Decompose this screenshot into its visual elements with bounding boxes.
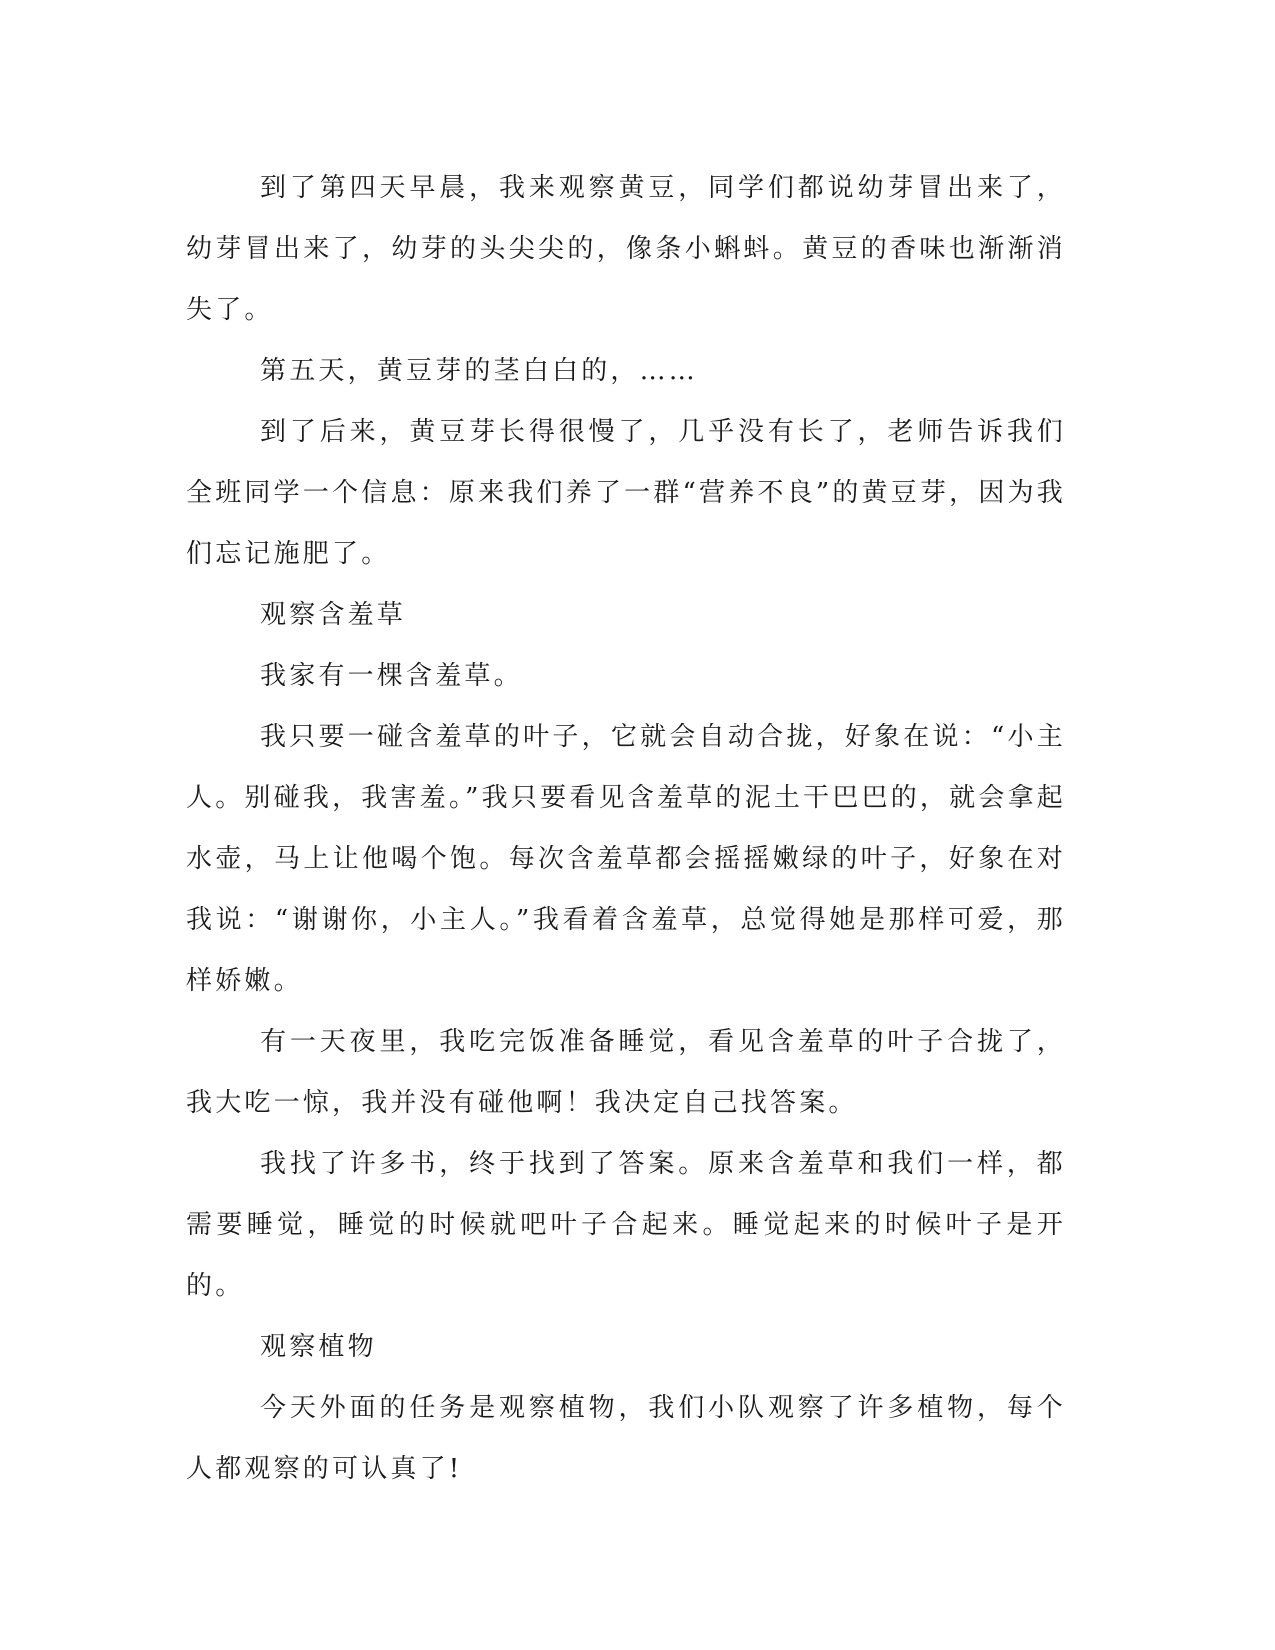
section-heading-mimosa: 观察含羞草 — [260, 600, 407, 630]
paragraph-later: 到了后来，黄豆芽长得很慢了，几乎没有长了，老师告诉我们全班同学一个信息：原来我们养了一群“营养不良”的黄豆芽，因为我们忘记施肥了。 — [186, 417, 1066, 569]
paragraph-day-five: 第五天，黄豆芽的茎白白的，…… — [260, 356, 699, 386]
paragraph-mimosa-touch: 我只要一碰含羞草的叶子，它就会自动合拢，好象在说：“小主人。别碰我，我害羞。”我只要看见含羞草的泥土干巴巴的，就会拿起水壶，马上让他喝个饱。每次含羞草都会摇摇嫩绿的叶子，好象在对我说：“谢谢你，小主人。”我看着含羞草，总觉得她是那样可爱，那样娇嫩。 — [186, 722, 1066, 996]
document-body — [186, 158, 1066, 1500]
paragraph-mimosa-answer: 我找了许多书，终于找到了答案。原来含羞草和我们一样，都需要睡觉，睡觉的时候就吧叶子合起来。睡觉起来的时候叶子是开的。 — [186, 1149, 1066, 1301]
paragraph-day-four: 到了第四天早晨，我来观察黄豆，同学们都说幼芽冒出来了，幼芽冒出来了，幼芽的头尖尖的，像条小蝌蚪。黄豆的香味也渐渐消失了。 — [186, 173, 1066, 325]
section-heading-plants: 观察植物 — [260, 1332, 377, 1362]
paragraph-mimosa-intro: 我家有一棵含羞草。 — [260, 661, 523, 691]
paragraph-mimosa-night: 有一天夜里，我吃完饭准备睡觉，看见含羞草的叶子合拢了，我大吃一惊，我并没有碰他啊！我决定自己找答案。 — [186, 1027, 1066, 1118]
paragraph-plants-task: 今天外面的任务是观察植物，我们小队观察了许多植物，每个人都观察的可认真了! — [186, 1393, 1066, 1484]
